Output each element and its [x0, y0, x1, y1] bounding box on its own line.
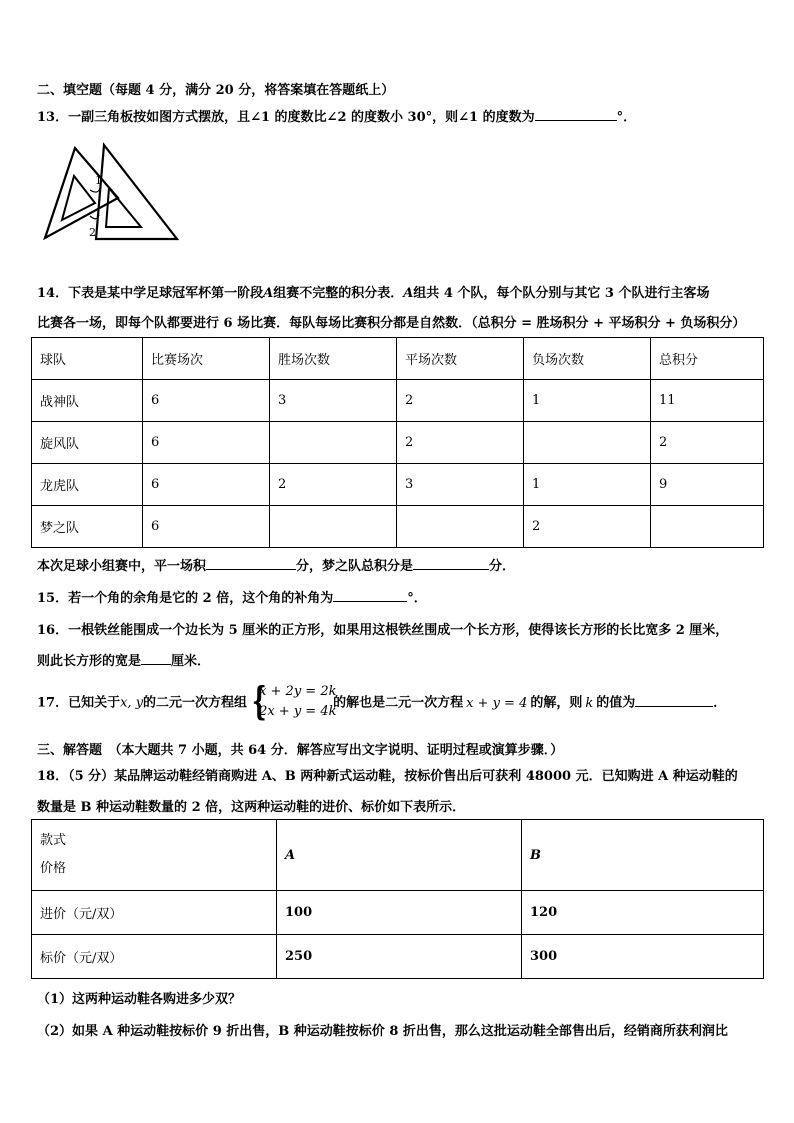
table-row — [32, 506, 764, 548]
q14-after-text-b: 分，梦之队总积分是 — [296, 559, 414, 574]
q14-blank-1[interactable] — [206, 555, 296, 570]
q13-text: 13．一副三角板按如图方式摆放，且∠1 的度数比∠2 的度数小 30°，则∠1 的度数为 — [37, 110, 535, 125]
q16-answer-blank[interactable] — [141, 650, 171, 665]
question-17 — [37, 678, 727, 723]
question-16-line-2 — [37, 650, 210, 669]
question-14-after — [37, 555, 515, 574]
table-cell: 旋风队 — [32, 422, 143, 464]
table-header-row — [32, 820, 764, 891]
table-row — [32, 464, 764, 506]
section-2-header: 二、填空题（每题 4 分，满分 20 分，将答案填在答题纸上） — [37, 83, 395, 98]
table-cell: 100 — [277, 891, 522, 935]
q15-unit: °． — [407, 591, 427, 606]
q16-text: 则此长方形的宽是 — [37, 654, 142, 669]
angle-2-label: 2 — [89, 226, 96, 239]
question-18-sub-2: （2）如果 A 种运动鞋按标价 9 折出售，B 种运动鞋按标价 8 折出售，那么这批运动鞋全部售出后，经销商所获利润比 — [37, 1024, 728, 1039]
table-cell — [651, 506, 764, 548]
question-18-sub-1: （1）这两种运动鞋各购进多少双？ — [37, 992, 242, 1007]
q17-text-d: 的解，则 — [530, 695, 583, 711]
table-header-cell: 负场次数 — [524, 338, 651, 380]
table-cell: 6 — [143, 464, 270, 506]
q14-after-text-c: 分． — [489, 559, 516, 574]
q14-var-a: A — [263, 286, 274, 301]
brace-icon: { — [251, 678, 267, 723]
triangle-rulers-figure — [40, 140, 180, 245]
table-header-cell: 胜场次数 — [270, 338, 397, 380]
table-row — [32, 380, 764, 422]
table-cell: 6 — [143, 506, 270, 548]
q17-vars: x, y — [120, 695, 144, 711]
table-cell: 2 — [270, 464, 397, 506]
table-cell: 250 — [277, 935, 522, 979]
table-cell: 11 — [651, 380, 764, 422]
q17-text-f: ． — [713, 695, 727, 711]
q17-text-b: 的二元一次方程组 — [143, 695, 248, 711]
table-header-row — [32, 338, 764, 380]
table-cell: 梦之队 — [32, 506, 143, 548]
q17-answer-blank[interactable] — [635, 692, 713, 707]
q13-answer-blank[interactable] — [535, 106, 617, 121]
table-cell: 2 — [524, 506, 651, 548]
equation-system — [247, 678, 337, 723]
table-cell: 120 — [522, 891, 764, 935]
table-header-cell: 比赛场次 — [143, 338, 270, 380]
table-cell: 进价（元/双） — [32, 891, 277, 935]
table-header-cell: 平场次数 — [397, 338, 524, 380]
q14-blank-2[interactable] — [413, 555, 489, 570]
table-cell — [270, 422, 397, 464]
table-cell: 3 — [397, 464, 524, 506]
table-cell: 1 — [524, 464, 651, 506]
question-14-line-2: 比赛各一场，即每个队都要进行 6 场比赛．每队每场比赛积分都是自然数．（总积分 = 胜场积分 + 平场积分 + 负场积分） — [37, 316, 746, 331]
q17-var-k: k — [585, 695, 594, 711]
table-cell: 战神队 — [32, 380, 143, 422]
q14-text-b: 组赛不完整的积分表． — [273, 286, 404, 301]
table-cell: 1 — [524, 380, 651, 422]
table-cell: 3 — [270, 380, 397, 422]
question-18-line-1: 18．（5 分）某品牌运动鞋经销商购进 A、B 两种新式运动鞋，按标价售出后可获利 48000 元．已知购进 A 种运动鞋的 — [37, 769, 738, 784]
q17-text-c: 的解也是二元一次方程 — [333, 695, 464, 711]
q14-var-b: A — [403, 286, 414, 301]
corner-bottom-label: 价格 — [40, 861, 67, 876]
table-cell: 2 — [651, 422, 764, 464]
question-16-line-1: 16．一根铁丝能围成一个边长为 5 厘米的正方形，如果用这根铁丝围成一个长方形，使得该长方形的长比宽多 2 厘米， — [37, 623, 729, 638]
table-cell — [270, 506, 397, 548]
corner-top-label: 款式 — [40, 833, 67, 848]
table-cell: 2 — [397, 380, 524, 422]
table-cell: 9 — [651, 464, 764, 506]
table-row — [32, 935, 764, 979]
table-cell: 6 — [143, 422, 270, 464]
table-header-cell: B — [522, 820, 764, 891]
q13-unit: °． — [616, 110, 637, 125]
table-cell: 龙虎队 — [32, 464, 143, 506]
q16-unit: 厘米． — [171, 654, 211, 669]
question-18-line-2: 数量是 B 种运动鞋数量的 2 倍，这两种运动鞋的进价、标价如下表所示． — [37, 800, 466, 815]
question-14-line-1 — [37, 282, 710, 301]
table-cell: 标价（元/双） — [32, 935, 277, 979]
equation-1: x + 2y = 2k — [259, 684, 337, 699]
q15-text: 15．若一个角的余角是它的 2 倍，这个角的补角为 — [37, 591, 334, 606]
q14-text-a: 14．下表是某中学足球冠军杯第一阶段 — [37, 286, 264, 301]
equation-2: 2x + y = 4k — [259, 704, 337, 719]
section-3-header: 三、解答题 （本大题共 7 小题，共 64 分．解答应写出文字说明、证明过程或演算步骤．） — [37, 743, 564, 758]
angle-1-label: 1 — [95, 174, 102, 187]
q17-text-a: 17．已知关于 — [37, 695, 121, 711]
table-header-cell: A — [277, 820, 522, 891]
table-corner-cell — [32, 820, 277, 891]
table-cell: 2 — [397, 422, 524, 464]
table-row — [32, 891, 764, 935]
table-cell: 6 — [143, 380, 270, 422]
table-header-cell: 球队 — [32, 338, 143, 380]
q17-text-e: 的值为 — [596, 695, 636, 711]
question-13 — [37, 106, 636, 125]
q15-answer-blank[interactable] — [333, 587, 407, 602]
table-cell — [524, 422, 651, 464]
table-cell — [397, 506, 524, 548]
score-table — [31, 337, 764, 548]
q14-after-text-a: 本次足球小组赛中，平一场积 — [37, 559, 207, 574]
table-header-cell: 总积分 — [651, 338, 764, 380]
table-cell: 300 — [522, 935, 764, 979]
equation-3: x + y = 4 — [466, 695, 528, 711]
table-row — [32, 422, 764, 464]
price-table — [31, 819, 764, 979]
q14-text-c: 组共 4 个队，每个队分别与其它 3 个队进行主客场 — [413, 286, 710, 301]
question-15 — [37, 587, 427, 606]
